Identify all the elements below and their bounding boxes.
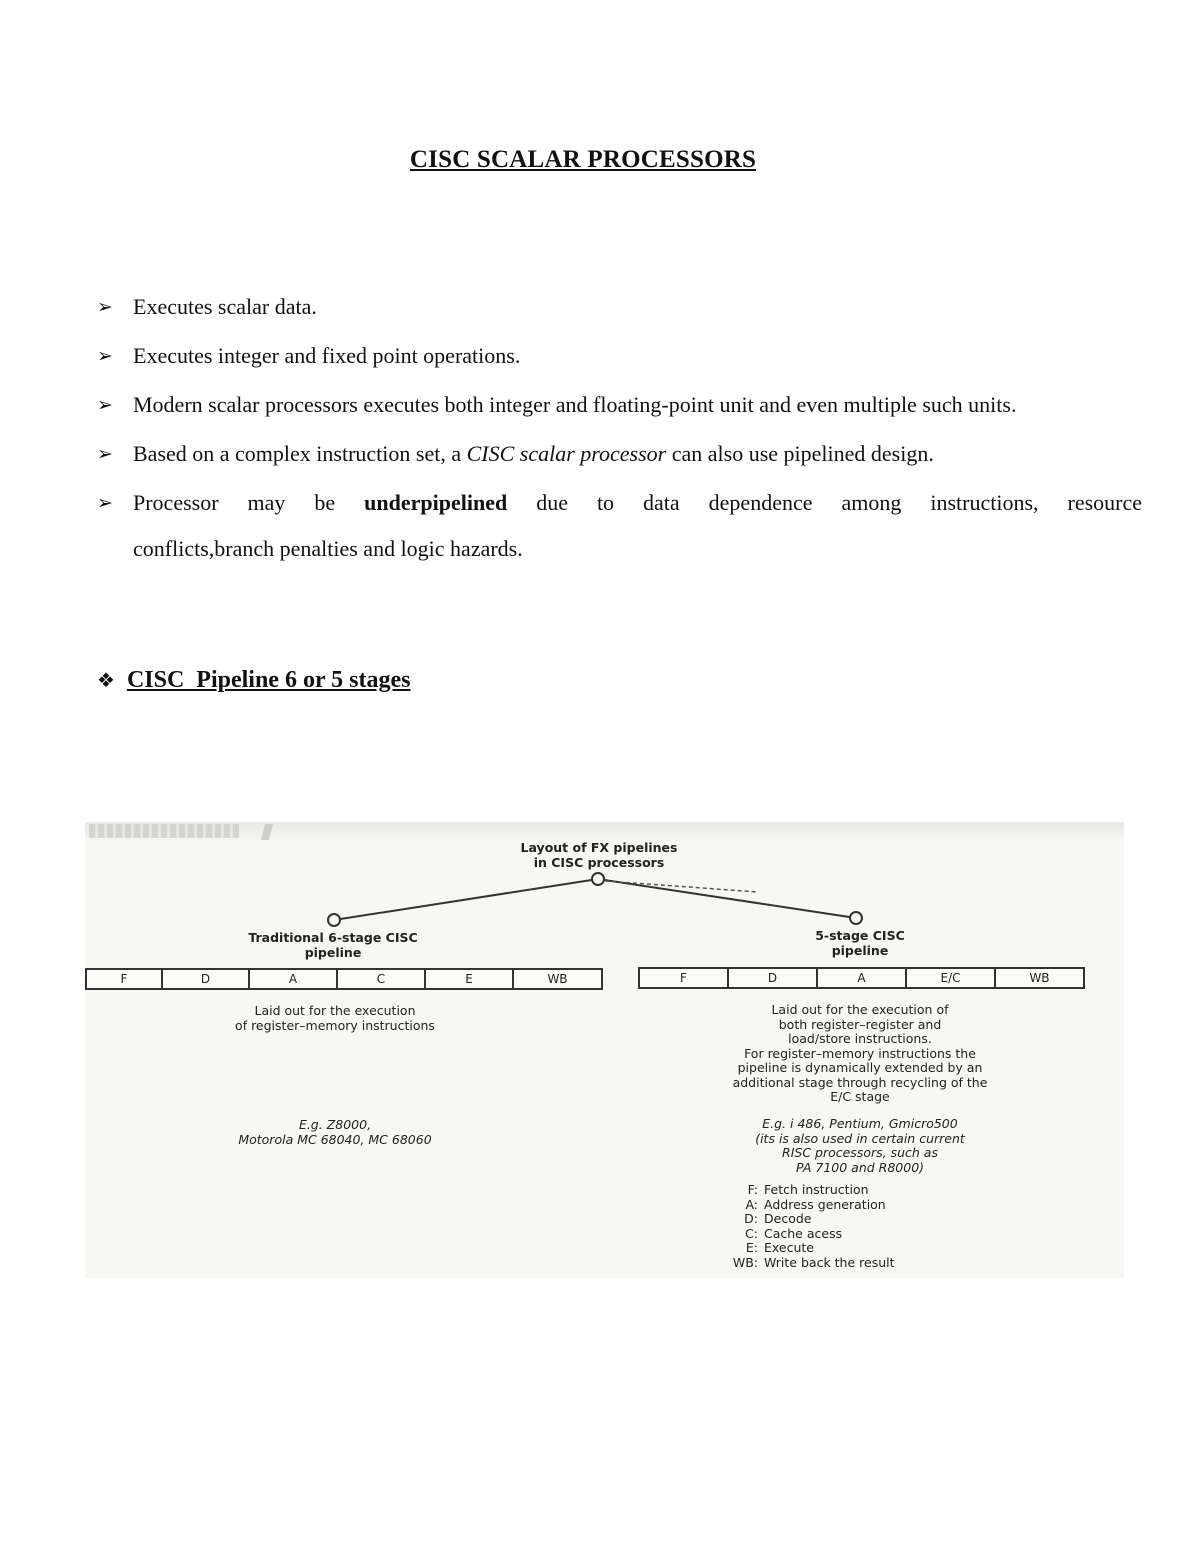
stage-cell: D — [163, 970, 250, 988]
right-pipeline-description — [675, 1003, 1045, 1105]
bullet-text-after: can also use pipelined design. — [666, 441, 934, 466]
stage-cell: F — [640, 969, 729, 987]
bullet-text-bold: underpipelined — [364, 490, 508, 515]
figure-text-line: load/store instructions. — [788, 1031, 932, 1046]
figure-text-line: E.g. i 486, Pentium, Gmicro500 — [762, 1116, 958, 1131]
bullet-text-before: Processor may be — [133, 490, 365, 515]
pipeline-figure — [85, 822, 1124, 1278]
figure-text-line: Traditional 6-stage CISC — [248, 930, 418, 945]
diamond-bullet-icon: ❖ — [97, 668, 115, 692]
right-stage-row — [638, 967, 1085, 989]
figure-text-line: Laid out for the execution of — [771, 1002, 949, 1017]
stage-cell: WB — [547, 972, 568, 986]
arrow-bullet-icon: ➢ — [97, 296, 113, 318]
dashed-branch-line — [605, 881, 758, 892]
root-node — [592, 873, 604, 885]
legend-row — [713, 1198, 895, 1213]
legend-abbr: WB: — [732, 1254, 758, 1270]
legend-meaning: Decode — [764, 1211, 812, 1227]
figure-text-line: 5-stage CISC — [815, 928, 905, 943]
legend-row — [713, 1183, 895, 1198]
stage-cell: D — [729, 969, 818, 987]
figure-text-line: Motorola MC 68040, MC 68060 — [238, 1131, 432, 1147]
bullet-text: Executes integer and fixed point operations. — [133, 343, 521, 368]
arrow-bullet-icon: ➢ — [97, 443, 113, 465]
section-heading-text: CISC Pipeline 6 or 5 stages — [126, 667, 411, 693]
right-pipeline-title — [775, 929, 945, 958]
bullet-line-2: conflicts,branch penalties and logic hazards. — [133, 536, 523, 561]
bullet-text-after: due to data dependence among instructions, resource — [507, 490, 1143, 515]
arrow-bullet-icon: ➢ — [97, 394, 113, 416]
bullet-list — [97, 284, 1142, 575]
legend-abbr: A: — [745, 1196, 758, 1212]
stage-cell: WB — [1029, 971, 1050, 985]
legend-meaning: Write back the result — [764, 1254, 895, 1270]
figure-text-line: pipeline is dynamically extended by an — [737, 1060, 983, 1075]
figure-text-line: Laid out for the execution — [254, 1003, 416, 1018]
branch-line-right — [598, 879, 856, 918]
list-item — [97, 431, 1142, 477]
left-node — [328, 914, 340, 926]
figure-text-line: E/C stage — [830, 1089, 890, 1104]
figure-text-line: pipeline — [304, 944, 362, 960]
bullet-text: Executes scalar data. — [133, 294, 317, 319]
arrow-bullet-icon: ➢ — [97, 345, 113, 367]
figure-text-line: E.g. Z8000, — [298, 1117, 372, 1132]
legend-row — [713, 1256, 895, 1271]
figure-text-line: PA 7100 and R8000) — [795, 1159, 925, 1175]
legend-meaning: Fetch instruction — [764, 1182, 869, 1197]
left-stage-row — [85, 968, 603, 990]
stage-cell: A — [818, 969, 907, 987]
list-item — [97, 382, 1142, 428]
left-pipeline-title — [203, 931, 463, 960]
list-item — [97, 333, 1142, 379]
page-title: CISC SCALAR PROCESSORS — [409, 146, 757, 173]
legend-abbr: F: — [747, 1182, 758, 1197]
figure-text-line: in CISC processors — [533, 854, 665, 870]
bullet-line-1 — [133, 480, 1142, 526]
figure-root-title — [465, 841, 733, 870]
bullet-text: Modern scalar processors executes both integer and floating-point unit and even multiple such units. — [133, 392, 1017, 417]
right-node — [850, 912, 862, 924]
left-pipeline-description — [185, 1004, 485, 1033]
section-heading — [97, 667, 411, 694]
right-pipeline-examples — [685, 1117, 1035, 1175]
stage-cell: E — [426, 970, 514, 988]
figure-text-line: Layout of FX pipelines — [520, 840, 678, 855]
bullet-text-before: Based on a complex instruction set, a — [133, 441, 467, 466]
legend-row — [713, 1212, 895, 1227]
figure-text-line: RISC processors, such as — [782, 1145, 938, 1160]
legend-row — [713, 1241, 895, 1256]
bullet-text-italic: CISC scalar processor — [466, 441, 667, 466]
legend-meaning: Cache acess — [764, 1225, 843, 1241]
branch-line-left — [334, 879, 598, 920]
figure-text-line: For register–memory instructions the — [744, 1045, 976, 1061]
stage-cell: C — [338, 970, 426, 988]
stage-cell: F — [87, 970, 163, 988]
figure-text-line: pipeline — [831, 942, 889, 958]
figure-text-line: additional stage through recycling of the — [732, 1074, 988, 1090]
figure-text-line: of register–memory instructions — [235, 1017, 435, 1033]
legend-abbr: C: — [745, 1225, 758, 1241]
legend-row — [713, 1227, 895, 1242]
figure-text-line: both register–register and — [778, 1016, 942, 1032]
stage-cell: E/C — [907, 969, 996, 987]
legend-meaning: Address generation — [764, 1196, 886, 1212]
arrow-bullet-icon: ➢ — [97, 492, 113, 514]
legend-abbr: E: — [745, 1240, 758, 1256]
list-item — [97, 480, 1142, 572]
list-item — [97, 284, 1142, 330]
legend-meaning: Execute — [764, 1240, 814, 1256]
left-pipeline-examples — [185, 1118, 485, 1147]
stage-cell: A — [250, 970, 338, 988]
stage-legend — [713, 1183, 895, 1271]
legend-abbr: D: — [744, 1211, 758, 1227]
figure-text-line: (its is also used in certain current — [755, 1130, 965, 1146]
